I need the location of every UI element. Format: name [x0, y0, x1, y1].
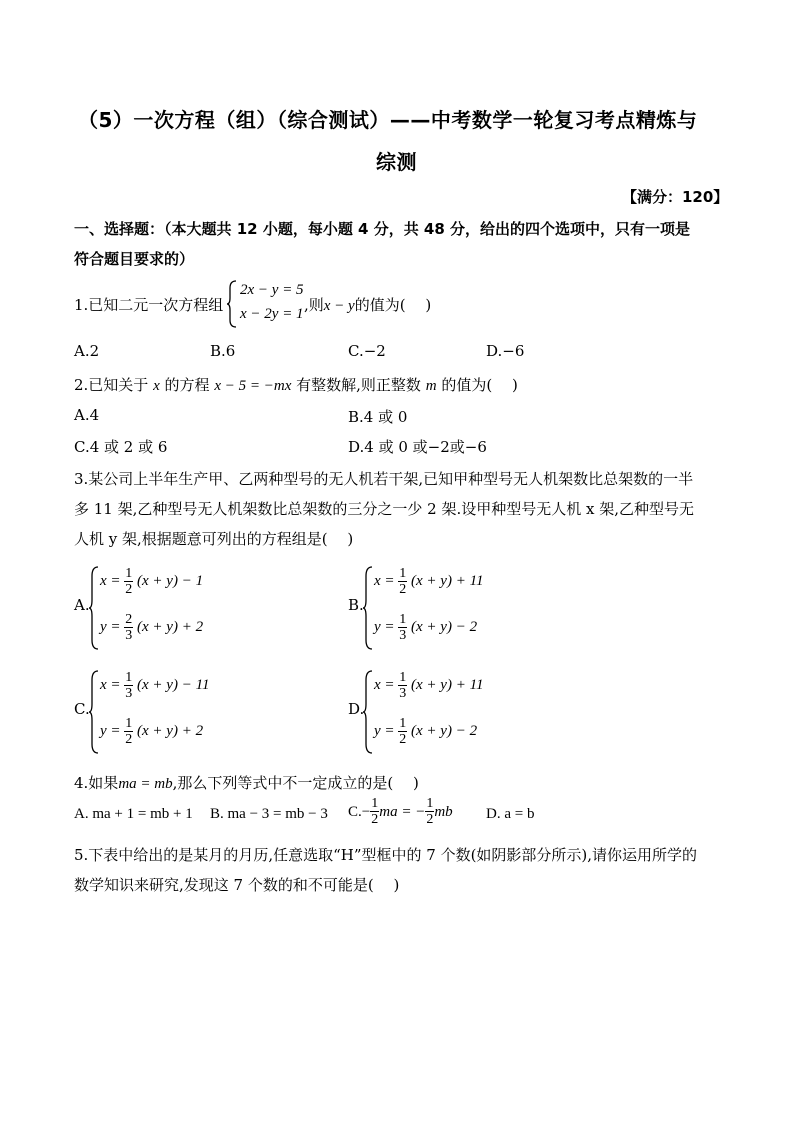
q3-a-row1-fraction: $\frac{1}{2}$	[125, 566, 133, 597]
q2-var-x: x	[153, 378, 160, 394]
q4-option-c-label: C.	[348, 804, 362, 820]
q4-option-a[interactable]: A. ma + 1 = mb + 1	[74, 806, 193, 822]
q3-c-row2-left: y =	[100, 722, 121, 739]
q3-d-row2-fraction: $\frac{1}{2}$	[399, 716, 407, 747]
q3-option-d-label: D.	[348, 700, 365, 718]
q5-text-line1: 5.下表中给出的是某月的月历,任意选取“H”型框中的 7 个数(如阴影部分所示),请你运用所学的	[74, 846, 698, 864]
q4-condition: ma = mb	[118, 776, 173, 792]
q3-text-line2: 多 11 架,乙种型号无人机架数比总架数的三分之一少 2 架.设甲种型号无人机 x 架,乙种型号无	[74, 500, 695, 518]
q3-d-row1-right: (x + y) + 11	[411, 676, 484, 693]
q3-c-row1-fraction: $\frac{1}{3}$	[125, 670, 133, 701]
q2-var-m: m	[425, 378, 437, 394]
q3-option-a-label: A.	[74, 596, 90, 614]
q1-prefix: 1.已知二元一次方程组	[74, 296, 224, 314]
q3-option-a-brace	[88, 566, 100, 650]
q4-option-c[interactable]	[348, 796, 453, 827]
q1-equation-1: 2x − y = 5	[240, 282, 304, 298]
q2-part3: 有整数解,则正整数	[296, 376, 421, 394]
q1-option-a[interactable]: A.2	[74, 342, 100, 360]
q3-a-row1-right: (x + y) − 1	[137, 572, 204, 589]
q1-suffix-post: 的值为( )	[354, 296, 432, 314]
q4-suffix: ,那么下列等式中不一定成立的是( )	[172, 774, 419, 792]
q3-a-row2-fraction: $\frac{2}{3}$	[125, 612, 133, 643]
q3-b-row2-fraction: $\frac{1}{3}$	[399, 612, 407, 643]
q3-option-b-label: B.	[348, 596, 364, 614]
page-title-line2: 综测	[376, 150, 417, 174]
q3-text-line3: 人机 y 架,根据题意可列出的方程组是( )	[74, 530, 354, 548]
q2-option-a[interactable]: A.4	[74, 406, 100, 424]
q3-b-row2-left: y =	[374, 618, 395, 635]
q3-a-row1-left: x =	[100, 572, 121, 589]
q2-part2: 的方程	[164, 376, 210, 394]
section-heading-line1: 一、选择题：（本大题共 12 小题，每小题 4 分，共 48 分，给出的四个选项中，只有一项是	[74, 220, 691, 238]
q1-brace	[226, 280, 238, 328]
q4-option-c-middle: ma = −	[379, 804, 426, 820]
q3-a-row2-left: y =	[100, 618, 121, 635]
q2-equation: x − 5 = −mx	[214, 378, 292, 394]
q3-option-c-label: C.	[74, 700, 90, 718]
q4-option-c-end: mb	[434, 804, 453, 820]
q3-a-row2-right: (x + y) + 2	[137, 618, 204, 635]
q3-b-row1-fraction: $\frac{1}{2}$	[399, 566, 407, 597]
q3-b-row2-right: (x + y) − 2	[411, 618, 478, 635]
q3-option-c-brace	[88, 670, 100, 754]
q2-part4: 的值为( )	[441, 376, 518, 394]
q5-text-line2: 数学知识来研究,发现这 7 个数的和不可能是( )	[74, 876, 400, 894]
q3-c-row1-left: x =	[100, 676, 121, 693]
q3-d-row2-right: (x + y) − 2	[411, 722, 478, 739]
q1-equation-2: x − 2y = 1	[240, 306, 304, 322]
q3-option-b-brace	[362, 566, 374, 650]
q3-c-row1-right: (x + y) − 11	[137, 676, 210, 693]
q1-option-c[interactable]: C.−2	[348, 342, 386, 360]
q3-c-row2-right: (x + y) + 2	[137, 722, 204, 739]
q3-d-row1-fraction: $\frac{1}{3}$	[399, 670, 407, 701]
q2-option-b[interactable]: B.4 或 0	[348, 408, 408, 426]
q4-option-c-fraction-2: $\frac{1}{2}$	[426, 796, 434, 827]
q4-option-d[interactable]: D. a = b	[486, 806, 535, 822]
q3-d-row2-left: y =	[374, 722, 395, 739]
q3-text-line1: 3.某公司上半年生产甲、乙两种型号的无人机若干架,已知甲种型号无人机架数比总架数的一半	[74, 470, 694, 488]
q2-option-c[interactable]: C.4 或 2 或 6	[74, 438, 168, 456]
q1-option-b[interactable]: B.6	[210, 342, 236, 360]
q3-c-row2-fraction: $\frac{1}{2}$	[125, 716, 133, 747]
section-heading-line2: 符合题目要求的）	[74, 250, 195, 268]
full-score-label: 【满分：120】	[622, 188, 729, 206]
q1-suffix-pre: ,则	[304, 296, 324, 314]
q4-option-b[interactable]: B. ma − 3 = mb − 3	[210, 806, 328, 822]
q3-b-row1-left: x =	[374, 572, 395, 589]
q4-option-c-sign: −	[361, 804, 371, 820]
q2-option-d[interactable]: D.4 或 0 或−2或−6	[348, 438, 487, 456]
q3-d-row1-left: x =	[374, 676, 395, 693]
page-title-line1: （5）一次方程（组）（综合测试）——中考数学一轮复习考点精炼与	[78, 108, 698, 132]
q4-option-c-fraction-1: $\frac{1}{2}$	[371, 796, 379, 827]
q4-prefix: 4.如果	[74, 774, 119, 792]
q3-b-row1-right: (x + y) + 11	[411, 572, 484, 589]
q1-expression: x − y	[323, 298, 355, 314]
q2-part1: 2.已知关于	[74, 376, 149, 394]
q1-option-d[interactable]: D.−6	[486, 342, 525, 360]
q3-option-d-brace	[362, 670, 374, 754]
